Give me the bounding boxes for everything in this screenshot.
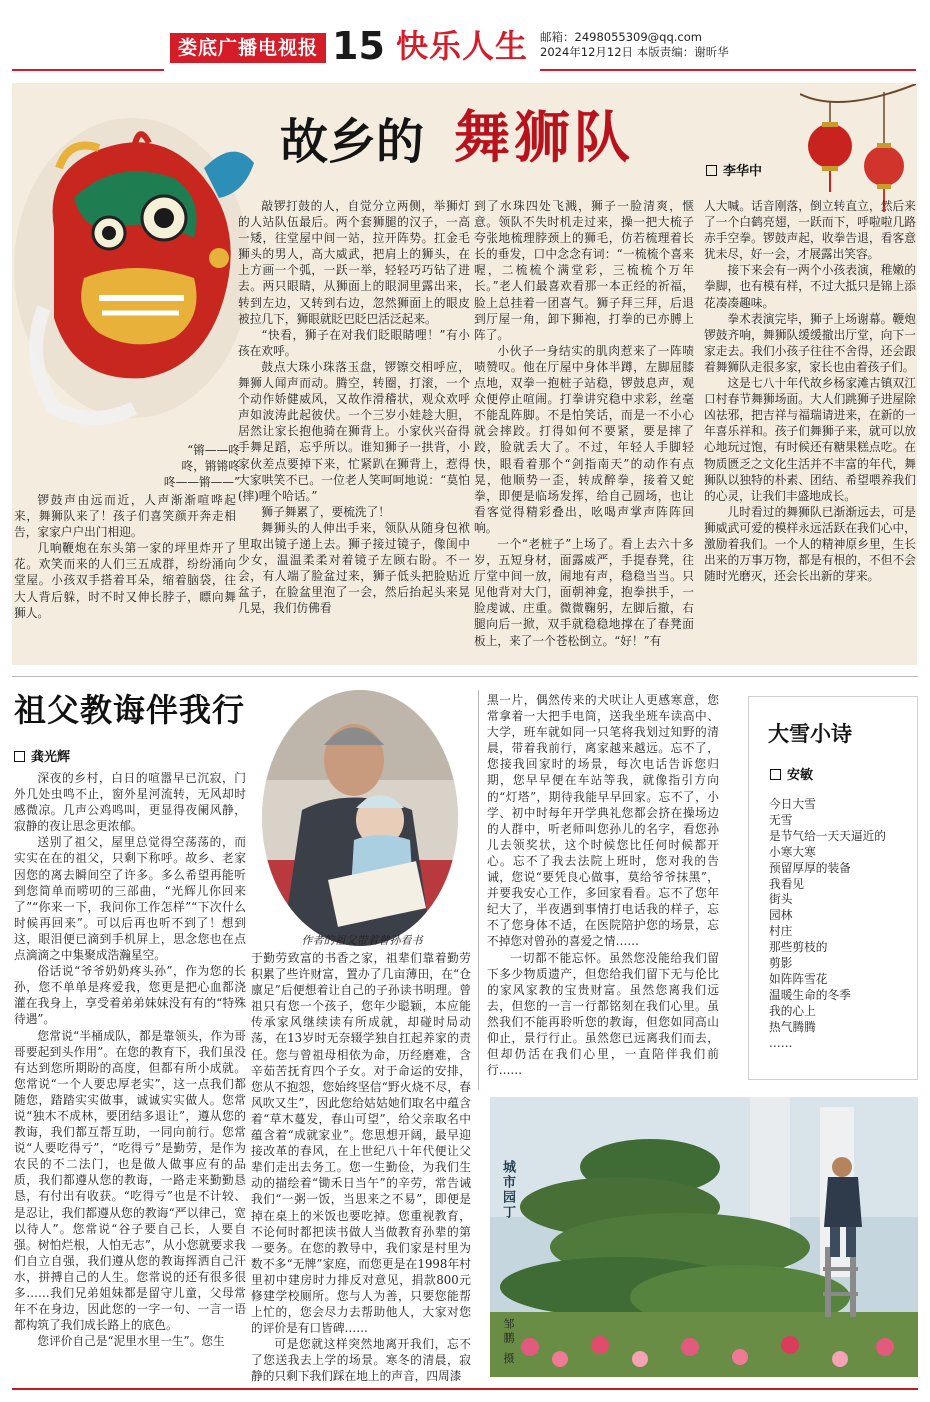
drum-line-2: 咚，锵锵咚: [181, 459, 240, 474]
city-gardener-photo-art: [490, 1097, 918, 1377]
second-c1-p4: 您常说“半桶成队，都是靠领头，作为哥哥要起到头作用”。在您的教育下，我们虽没有达到您所期盼的高度，但都有所小成就。您常说“一个人要忠厚老实”，这一点我们都随您，踏踏实实做事，诚诚实实做人。您常说“独木不成林，要团结多退让”，遵从您的教诲，我们都互帮互助，一同向前行。您常说“人要吃得亏”，“吃得亏”是勤劳，是作为农民的不二法门，也是做人做事应有的品质，我们都遵从您的教诲，一路走来勤勤恳恳，有付出有收获。“吃得亏”也是不计较、是忍让，我们都遵从您的教诲“严以律己，宽以待人”。您常说“谷子要自己长，人要自强。树怕烂根，人怕无志”，从小您就要求我们自立自强，我们遵从您的教诲挥洒自己汗水，拼搏自己的人生。您常说的还有很多很多……我们兄弟姐妹都是留守儿童，父母常年不在身边，因此您的一字一句、一言一语都构筑了我们成长路上的底色。: [14, 1028, 246, 1333]
masthead-meta: [540, 30, 729, 60]
lead-c2-p3: 一个“老桩子”上场了。看上去六十多岁，五短身材，面露威严，手提春凳，往厅堂中间一放，闹地有声，稳稳当当。只见他背对大门，面朝神龛，抱拳拱手，一脸虔诚、庄重。微微鞠躬，左脚后撤，右腿向后一掀，双手就稳稳地撑在了春凳面板上，来了一个苍松倒立。“好！”有: [474, 536, 694, 648]
poem-line: 无雪: [769, 812, 793, 827]
second-c1-p3: 俗话说“爷爷奶奶疼头孙”，作为您的长孙，您不单单是疼爱我，您更是把心血都浇灌在我身上，享受着弟弟妹妹没有有的“特殊待遇”。: [14, 964, 246, 1027]
poem-lines: [769, 797, 909, 1052]
section-divider: [12, 676, 918, 677]
poem-line: 村庄: [769, 924, 793, 939]
garden-photo-label: 城市园丁: [500, 1160, 515, 1220]
poem-line: 热气腾腾: [769, 1019, 816, 1034]
poem-line: 温暖生命的冬季: [769, 987, 851, 1002]
lead-c3-p1: 人大喊。话音刚落，倒立转直立，然后来了一个白鹤亮翅，一跃而下，呼啦啦几路赤手空拳。锣鼓声起，收拳告退，看客意犹未尽，好一会，才展露出笑容。: [704, 199, 916, 262]
masthead: [0, 0, 930, 75]
second-c1-p2: 送别了祖父，屋里总觉得空荡荡的，而实实在在的祖父，只剩下称呼。故乡、老家因您的离去瞬间空了许多。多么希望再能听到您简单而唠叨的三部曲，“光辉儿你回来了”“你来一下，我问你工作怎样”“下次什么时候再回来”。可以后再也听不到了！想到这，眼泪便已滴到手机屏上，思念您也在点点滴滴之中集聚成浩瀚星空。: [14, 835, 246, 963]
lead-c1-p4: 狮子舞累了，要梳洗了！: [261, 504, 390, 519]
poem-line: 我看见: [769, 876, 805, 891]
second-column-2: [251, 950, 471, 1388]
lead-column-1: [238, 198, 470, 660]
poem-line: 小寒大寒: [769, 844, 816, 859]
lead-c2-p2: 小伙子一身结实的肌肉惹来了一阵啧啧赞叹。他在厅屋中身体半蹲，左脚屈膝点地，双拳一抱桩子站稳，锣鼓息声，观众便停止喧闹。打拳讲究稳中求彩，丝毫不能乱阵脚。不是怕笑话，而是一不小心就会摔跤。打得如何不要紧，要是摔了跤，脸就丢大了。不过，年轻人手脚轻快，眼看着那个“剑指南天”的动作有点晃，他顺势一歪，转成醉拳，接着又蛇拳，即便是临场发挥，给自己圆场，也让看客觉得精彩叠出，吆喝声掌声阵阵回响。: [474, 343, 694, 535]
contact-email: 邮箱：2498055309@qq.com: [540, 30, 702, 44]
poem-line: 今日大雪: [769, 797, 816, 811]
lead-c1-p3: 鼓点大珠小珠落玉盘，锣镲交相呼应，舞狮人闻声而动。腾空，转圈，打滚，一个个动作娇健威风，又故作滑稽状，观众欢呼声如波涛此起彼伏。一个三岁小娃趁大胆，居然让家长抱他骑在狮背上。小家伙兴奋得手舞足蹈，忘乎所以。谁知狮子一拱背，小家伙差点要掉下来，忙紧趴在狮背上，惹得大家哄笑不已。一位老人笑呵呵地说：“莫怕(摔)哩个哈话。”: [238, 359, 470, 503]
lead-c1-p1: 敲锣打鼓的人，自觉分立两侧，举狮灯的人站队伍最后。两个套狮腿的汉子，一高一矮，往堂屋中间一站，拉开阵势。扛金毛狮头的男人，高大威武，把肩上的狮头，在上方画一个弧，一跃一举，轻轻巧巧钻了进去。两只眼睛，从狮面上的眼洞里露出来，转到左边，又转到右边，忽然狮面上的眼皮被拉几下，狮眼就眨巴眨巴活泛起来。: [238, 199, 470, 326]
lead-c3-p5: 儿时看过的舞狮队已渐渐远去，可是狮威武可爱的模样永远活跃在我们心中，激励着我们。一个人的精神原乡里，生长出来的万事万物，都是有根的，不但不会随时光磨灭，还会长出新的芽来。: [704, 504, 916, 584]
lead-c2-p1: 到了水珠四处飞溅，狮子一脸清爽，惬意。领队不失时机走过来，操一把大梳子夸张地梳理脖颈上的狮毛，仿若梳理着长长的垂发，口中念念有词：“一梳梳个喜来喔，二梳梳个满堂彩，三梳梳个万年长。”老人们最喜欢看那一本正经的祈福，脸上总挂着一团喜气。狮子拜三拜，后退到厅屋一角，卸下狮袍，打拳的已亦膊上阵了。: [474, 199, 694, 342]
second-article-title: 祖父教诲伴我行: [14, 691, 246, 729]
byline-box-icon: [14, 751, 25, 762]
poem-line: 如阵阵雪花: [769, 971, 828, 986]
byline-box-icon: [706, 165, 717, 176]
poem-title: 大雪小诗: [768, 722, 852, 746]
drum-line-3: 咚——锵——”: [163, 475, 240, 490]
drum-sound-poem: [80, 442, 240, 490]
masthead-rule-right: [540, 69, 916, 71]
lead-c1u-p2: 几响鞭炮在东头第一家的坪里炸开了花。欢笑而来的人们三五成群，纷纷涌向堂屋。小孩双手搭着耳朵，缩着脑袋，往大人背后躲，时不时又伸长脖子，瞟向舞狮人。: [14, 541, 236, 620]
lead-title-calligraphy: 舞狮队: [454, 105, 634, 171]
date-editor: 2024年12月12日 本版责编：谢昕华: [540, 45, 729, 59]
second-c1-p5: 您评价自己是“泥里水里一生”。您生: [37, 1334, 225, 1349]
poem-line: 我的心上: [769, 1003, 816, 1018]
city-gardener-photo: [490, 1097, 918, 1377]
lead-column-2: [474, 198, 694, 660]
garden-photo-credit: 邹鹏 摄: [502, 1318, 515, 1367]
second-c3-p1: 黑一片，偶然传来的犬吠让人更感寒意，您常拿着一大把手电筒，送我坐班车读高中、大学，班车就如同一只笔将我划过知野的清晨，带着我前行，离家越来越远。忘不了，您接我回家时的场景，每次电话告诉您归期，您早早便在车站等我，就像指引方向的“灯塔”，期待我能早早回家。忘不了，小学、初中时每年开学典礼您都会挤在操场边的人群中，听老师叫您孙儿的名字，看您孙儿去领奖状，这个时候您比任何时候都开心。忘不了我去法院上班时，您对我的告诫，您说“要凭良心做事，莫给爷爷抹黑”，并要我安心工作，多回家看看。忘不了您年纪大了，半夜遇到事情打电话我的样子，忘不了您身体不适，在医院陪护您的场景，忘不掉您对曾孙的喜爱之情……: [487, 693, 719, 949]
poem-byline: [770, 764, 813, 783]
second-c3-p2: 一切都不能忘怀。虽然您没能给我们留下多少物质遗产，但您给我们留下无与伦比的家风家教的宝贵财富。虽然您离我们远去，但您的一言一行都铭刻在我们心里。虽然我们不能再聆听您的教诲，但您如同高山仰止，景行行止。虽然您已远离我们而去，但却仍活在我们心里，一直陪伴我们前行……: [487, 950, 719, 1078]
lead-author: 李华中: [723, 164, 763, 179]
second-c2-p2: 可是您就这样突然地离开我们，忘不了您送我去上学的场景。寒冬的清晨，寂静的只剩下我们踩在地上的声音，四周漆: [251, 1337, 471, 1384]
second-column-3: [487, 692, 719, 1092]
lead-c3-p3: 拳术表演完毕，狮子上场谢幕。鞭炮锣鼓齐响，舞狮队缓缓撤出厅堂，向下一家走去。我们小孩子往往不舍得，还会跟着舞狮队走很多家，家长也由着孩子们。: [704, 311, 916, 374]
red-lanterns-illustration: [800, 84, 916, 216]
grandfather-photo-art: [262, 690, 458, 946]
newspaper-brand: 娄底广播电视报: [170, 33, 326, 63]
poem-line: 预留厚厚的装备: [769, 860, 851, 875]
column-divider: [478, 690, 479, 1090]
grandfather-photo: [262, 690, 458, 946]
drum-line-1: “锵——咚: [187, 443, 240, 457]
lead-c1-p5: 舞狮头的人伸出手来，领队从随身包袱里取出镜子递上去。狮子接过镜子，像闺中少女，温温柔柔对着镜子左顾右盼。不一会，有人端了脸盆过来，狮子低头把脸贴近盆子，在脸盆里泡了一会，然后抬起头来晃几晃，我们仿佛看: [238, 520, 470, 616]
poem-line: ……: [769, 1035, 793, 1050]
poem-line: 剪影: [769, 956, 793, 971]
second-author: 龚光辉: [31, 750, 71, 765]
lead-c1-p2: “快看，狮子在对我们眨眼睛哩！”有小孩在欢呼。: [238, 327, 470, 358]
lion-dance-head-illustration: [14, 108, 264, 428]
poem-line: 园林: [769, 908, 793, 923]
second-column-1: [14, 770, 246, 1388]
grandfather-photo-caption: 作者的祖父带着曾孙看书: [301, 934, 423, 947]
second-c1-p1: 深夜的乡村，白日的喧嚣早已沉寂，门外几处虫鸣不止，窗外星河流转，无风却时感微凉。几声公鸡鸣叫，更显得夜阑风静，寂静的夜让思念更浓郁。: [14, 771, 246, 834]
lead-byline: [706, 160, 762, 179]
second-c2-p1: 于勤劳致富的书香之家，祖辈们靠着勤劳积累了些许财富，置办了几亩薄田，在“仓廪足”后便想着让自己的子孙读书明理。曾祖只有您一个孩子，您年少聪颖，本应能传承家风继续读有所成就，却碰时局动荡，在13岁时无奈辍学独自扛起养家的责任。您与曾祖母相依为命，历经磨难，含辛茹苦抚育四个子女。对于命运的安排，您从不抱怨，您始终坚信“野火烧不尽，春风吹又生”，因此您给姑姑她们取名中蕴含着“草木蔓发，春山可望”，给父亲取名中蕴含着“成就家业”。您思想开阔，最早迎接改革的春风，在上世纪八十年代便让父辈们走出去务工。您一生勤俭，为我们生动的描绘着“锄禾日当午”的辛劳，常告诫我们“一粥一饭，当思来之不易”，即便是掉在桌上的米饭也要吃掉。您重视教育，不论何时都把读书做人当做教育孙辈的第一要务。在您的教导中，我们家是村里为数不多“无牌”家庭，而您更是在1998年村里初中建房时力排反对意见，捐款800元修建学校厕所。您与人为善，只要您能帮上忙的，您会尽力去帮助他人，大家对您的评价是有口皆碑……: [251, 951, 471, 1336]
masthead-rule-left: [12, 69, 164, 71]
section-title: 快乐人生: [396, 27, 529, 65]
lead-c3-p2: 接下来会有一两个小孩表演，稚嫩的拳脚，也有模有样，不过大抵只是锦上添花凑凑趣味。: [704, 263, 916, 310]
poem-line: 是节气给一天天逼近的: [769, 828, 886, 843]
byline-box-icon: [770, 769, 781, 780]
poem-line: 那些剪枝的: [769, 940, 828, 955]
lead-c1u-p1: 锣鼓声由远而近，人声渐渐喧哗起来，舞狮队来了！孩子们喜笑颜开奔走相告，家家户户出门相迎。: [14, 493, 236, 540]
page-bottom-rule: [12, 1388, 918, 1390]
lead-column-1-under: [14, 492, 236, 660]
poem-author: 安敏: [787, 768, 814, 783]
second-byline: [14, 746, 70, 765]
page-number: 15: [332, 24, 385, 68]
lead-column-3: [704, 198, 916, 660]
poem-line: 街头: [769, 892, 793, 907]
lead-c3-p4: 这是七八十年代故乡杨家滩古镇双江口村春节舞狮场面。大人们跳狮子进屋除凶祛邪，把吉祥与福瑞请进来，在新的一年喜乐祥和。孩子们舞狮子来，就可以放心地玩过饱，有时候还有糖果糕点吃。在物质匮乏之文化生活并不丰富的年代，舞狮队以独特的朴素、团结、希望喂养我们的心灵，让我们丰盛地成长。: [704, 376, 916, 503]
lead-title-plain: 故乡的: [280, 114, 425, 170]
